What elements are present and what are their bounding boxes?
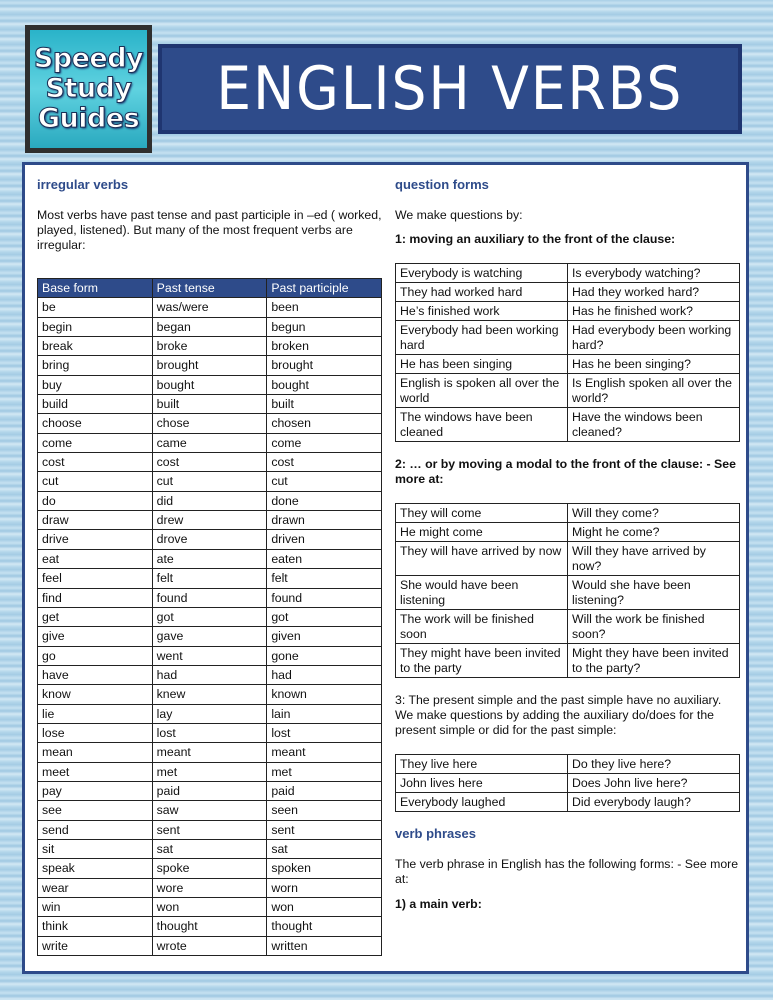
verb-row [38,665,382,684]
do-questions-body [396,755,740,812]
table-cell: draw [38,511,153,530]
table-cell: The windows have been cleaned [396,408,568,442]
table-cell: drove [152,530,267,549]
table-cell: worn [267,878,382,897]
table-cell: saw [152,801,267,820]
verb-row [38,859,382,878]
verb-row [38,898,382,917]
table-cell: lost [267,723,382,742]
table-cell: They will have arrived by now [396,542,568,576]
step-3-text: 3: The present simple and the past simple have no auxiliary. We make questions by adding the auxiliary do/does for the present simple or did for the past simple: [395,693,722,737]
logo-line-2: Study [45,73,132,104]
table-cell: met [152,762,267,781]
table-cell: have [38,665,153,684]
table-cell: come [267,433,382,452]
verb-row [38,356,382,375]
table-cell: lie [38,704,153,723]
table-cell: chosen [267,414,382,433]
irregular-verbs-heading: irregular verbs [37,177,129,192]
table-cell: found [267,588,382,607]
table-cell: lost [152,723,267,742]
table-cell: ate [152,549,267,568]
table-cell: Have the windows been cleaned? [568,408,740,442]
irregular-verbs-intro: Most verbs have past tense and past participle in –ed ( worked, played, listened). But many of the most frequent verbs are irregular: [37,208,382,252]
table-cell: had [152,665,267,684]
table-cell: He’s finished work [396,302,568,321]
auxiliary-questions-body [396,264,740,442]
table-cell: spoke [152,859,267,878]
table-cell: cut [152,472,267,491]
verb-row [38,549,382,568]
table-cell: buy [38,375,153,394]
table-cell: be [38,298,153,317]
question-row [396,774,740,793]
question-row [396,542,740,576]
table-cell: They had worked hard [396,283,568,302]
table-cell: John lives here [396,774,568,793]
verb-row [38,685,382,704]
verb-row [38,588,382,607]
table-cell: sit [38,839,153,858]
table-cell: drew [152,511,267,530]
verb-phrases-heading: verb phrases [395,826,476,841]
table-cell: brought [267,356,382,375]
table-cell: begin [38,317,153,336]
modal-questions-body [396,504,740,678]
header-base-form: Base form [38,279,153,298]
table-cell: written [267,936,382,955]
table-cell: Might he come? [568,523,740,542]
table-cell: won [152,898,267,917]
table-cell: lain [267,704,382,723]
verb-row [38,337,382,356]
logo-badge [30,30,147,148]
table-cell: driven [267,530,382,549]
table-cell: Does John live here? [568,774,740,793]
table-cell: lose [38,723,153,742]
verb-row [38,704,382,723]
verb-row [38,781,382,800]
table-cell: had [267,665,382,684]
do-questions-table [395,754,740,812]
table-cell: meant [152,743,267,762]
question-row [396,302,740,321]
verb-row [38,839,382,858]
question-row [396,793,740,812]
table-cell: got [152,607,267,626]
table-cell: thought [152,917,267,936]
header-past-participle: Past participle [267,279,382,298]
table-cell: give [38,627,153,646]
table-cell: Everybody had been working hard [396,321,568,355]
verb-row [38,723,382,742]
speedy-study-guides-logo [25,25,152,153]
table-cell: Will they have arrived by now? [568,542,740,576]
question-row [396,523,740,542]
table-cell: sat [267,839,382,858]
title-banner [158,44,742,134]
question-row [396,504,740,523]
table-cell: do [38,491,153,510]
table-cell: meant [267,743,382,762]
table-cell: think [38,917,153,936]
table-cell: Will the work be finished soon? [568,610,740,644]
table-cell: They live here [396,755,568,774]
table-cell: Everybody laughed [396,793,568,812]
table-cell: get [38,607,153,626]
right-column [395,165,740,912]
table-cell: wear [38,878,153,897]
table-cell: felt [267,569,382,588]
table-cell: thought [267,917,382,936]
verb-row [38,511,382,530]
table-cell: seen [267,801,382,820]
table-cell: built [152,395,267,414]
table-cell: Is English spoken all over the world? [568,374,740,408]
table-cell: eat [38,549,153,568]
question-row [396,355,740,374]
table-cell: began [152,317,267,336]
table-cell: drive [38,530,153,549]
table-cell: gave [152,627,267,646]
table-cell: He might come [396,523,568,542]
verb-row [38,627,382,646]
table-cell: Did everybody laugh? [568,793,740,812]
table-cell: built [267,395,382,414]
question-forms-heading: question forms [395,177,489,192]
table-cell: choose [38,414,153,433]
logo-line-1: Speedy [33,43,144,74]
table-cell: sat [152,839,267,858]
table-cell: Might they have been invited to the party? [568,644,740,678]
content-panel [22,162,749,974]
table-cell: found [152,588,267,607]
verb-row [38,375,382,394]
modal-questions-table [395,503,740,678]
verb-row [38,743,382,762]
table-cell: was/were [152,298,267,317]
question-forms-intro: We make questions by: [395,208,523,222]
table-cell: see [38,801,153,820]
verb-phrases-step-1: 1) a main verb: [395,897,482,911]
table-cell: begun [267,317,382,336]
question-row [396,610,740,644]
table-cell: Has he finished work? [568,302,740,321]
verb-row [38,491,382,510]
table-cell: cut [38,472,153,491]
table-cell: cost [267,453,382,472]
table-cell: cut [267,472,382,491]
table-cell: did [152,491,267,510]
left-column [37,165,382,956]
verb-row [38,395,382,414]
header-past-tense: Past tense [152,279,267,298]
table-cell: know [38,685,153,704]
question-row [396,264,740,283]
irregular-verbs-table [37,278,382,956]
question-row [396,374,740,408]
question-row [396,321,740,355]
verb-row [38,646,382,665]
table-cell: lay [152,704,267,723]
verb-row [38,569,382,588]
verb-row [38,917,382,936]
table-cell: go [38,646,153,665]
table-cell: write [38,936,153,955]
verb-row [38,878,382,897]
question-row [396,755,740,774]
table-cell: gone [267,646,382,665]
verb-row [38,801,382,820]
table-cell: known [267,685,382,704]
table-cell: Had everybody been working hard? [568,321,740,355]
table-cell: met [267,762,382,781]
table-cell: They will come [396,504,568,523]
step-2-text: 2: … or by moving a modal to the front of the clause: - See more at: [395,457,736,486]
table-cell: been [267,298,382,317]
table-cell: felt [152,569,267,588]
auxiliary-questions-table [395,263,740,442]
table-cell: bought [267,375,382,394]
table-cell: break [38,337,153,356]
logo-line-3: Guides [37,103,140,134]
table-cell: send [38,820,153,839]
page-title: ENGLISH VERBS [216,54,684,124]
table-cell: Everybody is watching [396,264,568,283]
table-cell: Has he been singing? [568,355,740,374]
table-cell: He has been singing [396,355,568,374]
question-row [396,408,740,442]
verb-row [38,472,382,491]
table-cell: She would have been listening [396,576,568,610]
verb-row [38,607,382,626]
step-1-text: 1: moving an auxiliary to the front of the clause: [395,232,676,246]
table-cell: wrote [152,936,267,955]
irregular-verbs-body [38,298,382,956]
table-cell: brought [152,356,267,375]
question-row [396,644,740,678]
table-cell: speak [38,859,153,878]
verb-row [38,317,382,336]
table-cell: knew [152,685,267,704]
table-header-row [38,279,382,298]
table-cell: got [267,607,382,626]
verb-row [38,530,382,549]
table-cell: sent [267,820,382,839]
table-cell: They might have been invited to the party [396,644,568,678]
table-cell: broke [152,337,267,356]
verb-row [38,936,382,955]
table-cell: done [267,491,382,510]
table-cell: eaten [267,549,382,568]
table-cell: feel [38,569,153,588]
table-cell: English is spoken all over the world [396,374,568,408]
table-cell: given [267,627,382,646]
table-cell: cost [152,453,267,472]
table-cell: cost [38,453,153,472]
table-cell: paid [267,781,382,800]
table-cell: bought [152,375,267,394]
verb-phrases-intro: The verb phrase in English has the following forms: - See more at: [395,857,739,886]
question-row [396,283,740,302]
question-row [396,576,740,610]
table-cell: find [38,588,153,607]
table-cell: build [38,395,153,414]
table-cell: broken [267,337,382,356]
table-cell: meet [38,762,153,781]
verb-row [38,298,382,317]
table-cell: Is everybody watching? [568,264,740,283]
table-cell: drawn [267,511,382,530]
table-cell: Will they come? [568,504,740,523]
table-cell: Would she have been listening? [568,576,740,610]
verb-row [38,762,382,781]
verb-row [38,414,382,433]
verb-row [38,820,382,839]
table-cell: spoken [267,859,382,878]
table-cell: pay [38,781,153,800]
table-cell: win [38,898,153,917]
table-cell: went [152,646,267,665]
table-cell: Do they live here? [568,755,740,774]
verb-row [38,453,382,472]
verb-row [38,433,382,452]
table-cell: won [267,898,382,917]
table-cell: came [152,433,267,452]
table-cell: Had they worked hard? [568,283,740,302]
table-cell: wore [152,878,267,897]
table-cell: mean [38,743,153,762]
table-cell: come [38,433,153,452]
table-cell: bring [38,356,153,375]
table-cell: chose [152,414,267,433]
table-cell: sent [152,820,267,839]
table-cell: The work will be finished soon [396,610,568,644]
table-cell: paid [152,781,267,800]
